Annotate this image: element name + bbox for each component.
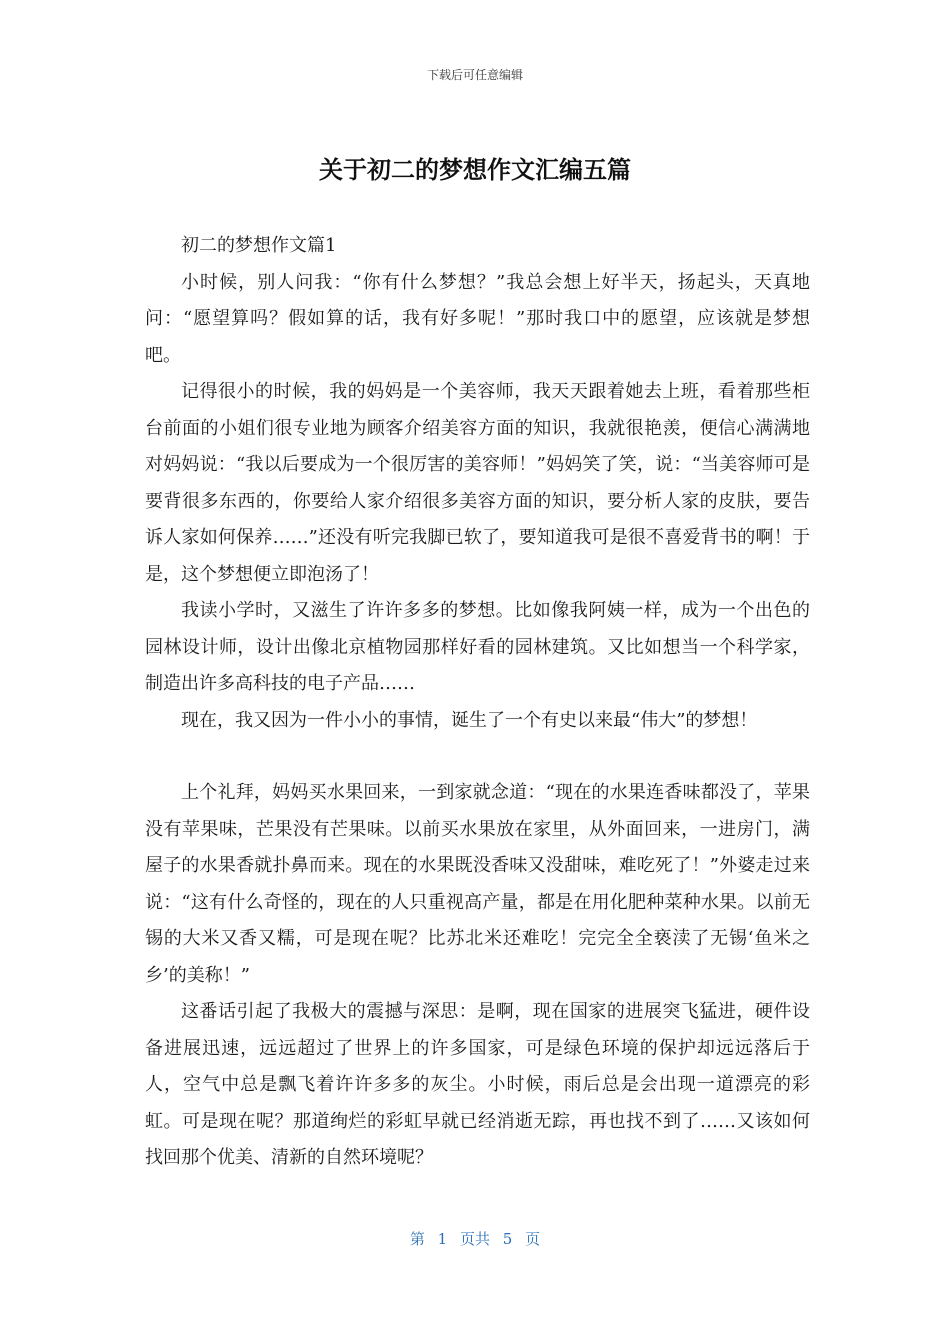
paragraph: 上个礼拜，妈妈买水果回来，一到家就念道：“现在的水果连香味都没了，苹果没有苹果味，芒果没有芒果味。以前买水果放在家里，从外面回来，一进房门，满屋子的水果香就扑鼻而来。现在的水果既没香味又没甜味，难吃死了！”外婆走过来说：“这有什么奇怪的，现在的人只重视高产量，都是在用化肥种菜种水果。以前无锡的大米又香又糯，可是现在呢？比苏北米还难吃！完完全全亵渎了无锡‘鱼米之乡’的美称！” <box>145 782 810 986</box>
document-body <box>145 228 810 1177</box>
page-number-footer: 第 1 页共 5 页 <box>409 1230 541 1248</box>
document-title: 关于初二的梦想作文汇编五篇 <box>319 156 631 184</box>
paragraph: 小时候，别人问我：“你有什么梦想？”我总会想上好半天，扬起头，天真地问：“愿望算吗？假如算的话，我有好多呢！”那时我口中的愿望，应该就是梦想吧。 <box>145 271 810 366</box>
paragraph: 记得很小的时候，我的妈妈是一个美容师，我天天跟着她去上班，看着那些柜台前面的小姐们很专业地为顾客介绍美容方面的知识，我就很艳羡，便信心满满地对妈妈说：“我以后要成为一个很厉害的美容师！”妈妈笑了笑，说：“当美容师可是要背很多东西的，你要给人家介绍很多美容方面的知识，要分析人家的皮肤，要告诉人家如何保养……”还没有听完我脚已软了，要知道我可是很不喜爱背书的啊！于是，这个梦想便立即泡汤了！ <box>145 381 810 585</box>
section-heading: 初二的梦想作文篇1 <box>181 235 337 256</box>
header-note: 下载后可任意编辑 <box>426 68 523 82</box>
paragraph: 现在，我又因为一件小小的事情，诞生了一个有史以来最“伟大”的梦想！ <box>181 709 758 731</box>
paragraph: 这番话引起了我极大的震撼与深思：是啊，现在国家的进展突飞猛进，硬件设备进展迅速，远远超过了世界上的许多国家，可是绿色环境的保护却远远落后于人，空气中总是飘飞着许许多多的灰尘。小时候，雨后总是会出现一道漂亮的彩虹。可是现在呢？那道绚烂的彩虹早就已经消逝无踪，再也找不到了……又该如何找回那个优美、清新的自然环境呢？ <box>145 1001 810 1168</box>
paragraph: 我读小学时，又滋生了许许多多的梦想。比如像我阿姨一样，成为一个出色的园林设计师，设计出像北京植物园那样好看的园林建筑。又比如想当一个科学家，制造出许多高科技的电子产品…… <box>145 600 810 694</box>
